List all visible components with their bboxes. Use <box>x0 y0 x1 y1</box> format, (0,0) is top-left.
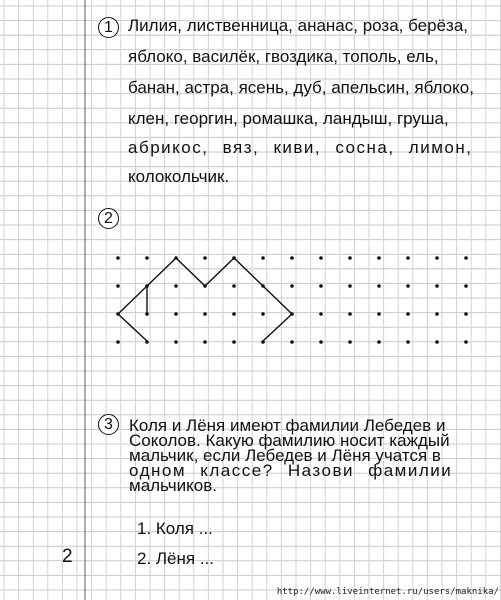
grid-dot <box>174 284 178 288</box>
grid-dot <box>319 256 323 260</box>
grid-dot <box>348 340 352 344</box>
task-3-line-5: мальчиков. <box>129 476 217 495</box>
grid-dot <box>377 312 381 316</box>
grid-dot <box>377 284 381 288</box>
task-3-line-2: Соколов. Какую фамилию носит каждый <box>129 431 450 450</box>
task-1-number: 1 <box>98 17 119 38</box>
grid-dot <box>290 284 294 288</box>
grid-dot <box>116 256 120 260</box>
grid-dot <box>406 340 410 344</box>
grid-dot <box>377 340 381 344</box>
task-3-line-3: мальчик, если Лебедев и Лёня учатся в <box>129 446 441 465</box>
grid-dot <box>232 312 236 316</box>
grid-dot <box>261 312 265 316</box>
grid-dot <box>348 256 352 260</box>
grid-dot <box>435 256 439 260</box>
grid-dot <box>435 312 439 316</box>
task-1-line-1: Лилия, лиственница, ананас, роза, берёза, <box>128 16 469 35</box>
grid-dot <box>232 284 236 288</box>
task-1-line-5: абрикос, вяз, киви, сосна, лимон, <box>128 138 473 157</box>
grid-dot <box>203 256 207 260</box>
grid-dot <box>348 312 352 316</box>
drawn-pattern <box>118 258 292 341</box>
grid-dot <box>435 340 439 344</box>
dot-grid <box>116 256 468 344</box>
task-2-number: 2 <box>98 208 119 229</box>
grid-dot <box>406 312 410 316</box>
grid-dot <box>435 284 439 288</box>
grid-dot <box>464 256 468 260</box>
task-3-number: 3 <box>98 414 119 435</box>
grid-dot <box>290 256 294 260</box>
page-number: 2 <box>62 546 73 567</box>
grid-dot <box>464 284 468 288</box>
task-3-line-1: Коля и Лёня имеют фамилии Лебедев и <box>129 416 446 435</box>
grid-dot <box>319 284 323 288</box>
grid-dot <box>464 312 468 316</box>
task-1-line-4: клен, георгин, ромашка, ландыш, груша, <box>128 109 449 128</box>
grid-dot <box>348 284 352 288</box>
watermark: http://www.liveinternet.ru/users/maknika/ <box>276 587 499 597</box>
grid-dot <box>232 340 236 344</box>
grid-dot <box>377 256 381 260</box>
task-1-line-6: колокольчик. <box>128 167 230 186</box>
grid-dot <box>261 256 265 260</box>
grid-dot <box>406 284 410 288</box>
grid-dot <box>145 256 149 260</box>
grid-dot <box>290 340 294 344</box>
grid-dot <box>203 312 207 316</box>
task-1-line-3: банан, астра, ясень, дуб, апельсин, яблоко, <box>128 78 474 97</box>
grid-dot <box>319 340 323 344</box>
grid-dot <box>174 340 178 344</box>
grid-dot <box>319 312 323 316</box>
grid-dot <box>174 312 178 316</box>
grid-dot <box>406 256 410 260</box>
grid-dot <box>464 340 468 344</box>
answer-kolya: 1. Коля ... <box>137 519 213 538</box>
grid-dot <box>203 340 207 344</box>
task-1-line-2: яблоко, василёк, гвоздика, тополь, ель, <box>128 47 439 66</box>
answer-lenya: 2. Лёня ... <box>137 549 214 568</box>
grid-dot <box>116 284 120 288</box>
task-3-line-4: одном классе? Назови фамилии <box>129 461 453 480</box>
grid-dot <box>116 340 120 344</box>
